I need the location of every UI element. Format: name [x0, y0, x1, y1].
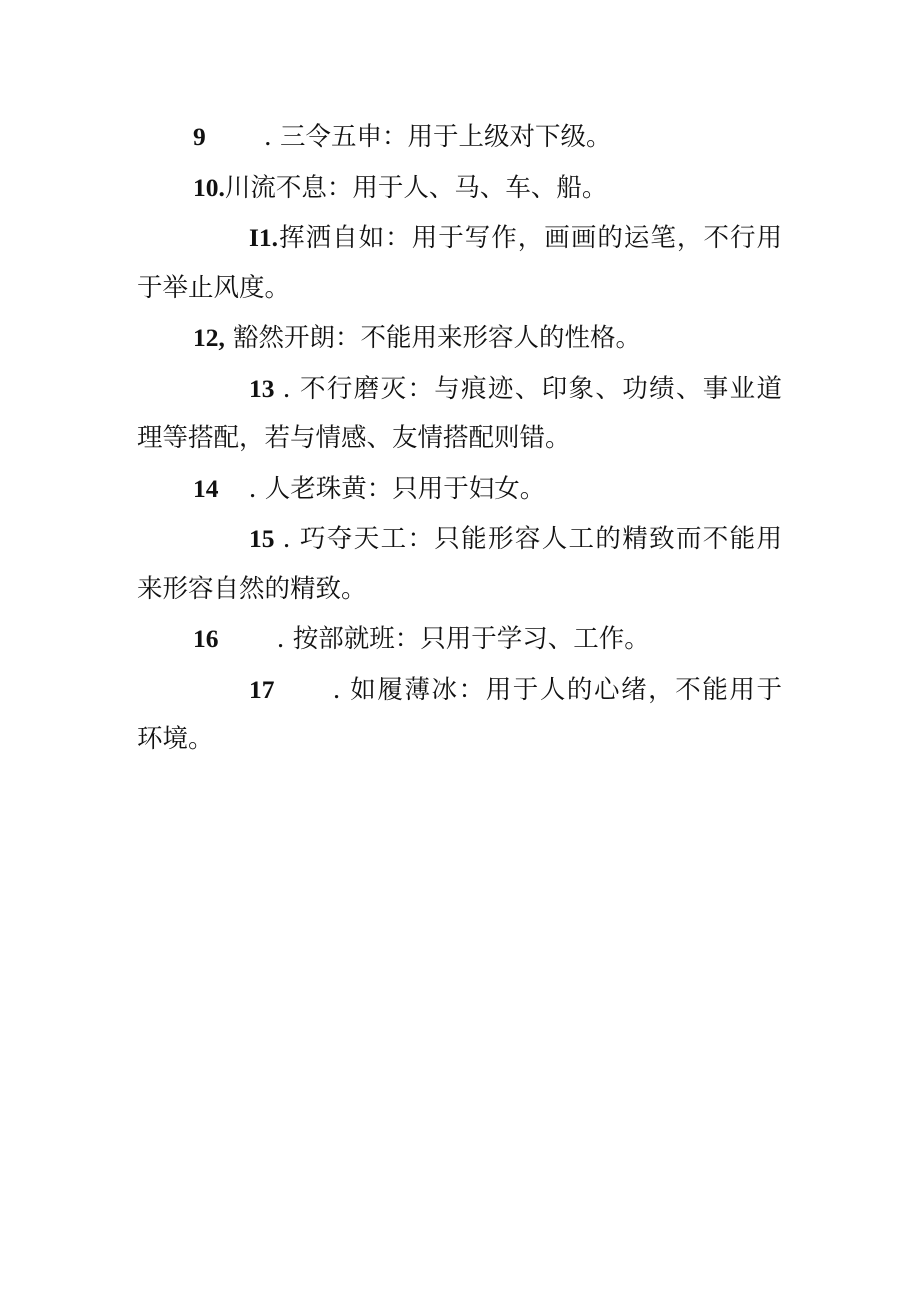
item-number: 16 — [193, 624, 219, 653]
list-item — [137, 112, 782, 163]
item-number: 10. — [193, 172, 225, 202]
item-number: 14 — [193, 473, 219, 503]
list-item — [137, 514, 782, 614]
item-number: 9 — [193, 122, 206, 151]
list-item — [137, 364, 782, 464]
item-number: 17 — [249, 674, 275, 704]
item-number: I1. — [249, 223, 279, 252]
item-text: . 三令五申：用于上级对下级。 — [263, 122, 612, 152]
list-item — [137, 313, 782, 364]
list-item — [137, 163, 782, 214]
list-item — [137, 213, 782, 313]
item-text: . 人老珠黄：只用于妇女。 — [248, 473, 546, 504]
item-text: . 如履薄冰：用于人的心绪，不能用于环境。 — [137, 674, 782, 754]
item-text: 挥洒自如：用于写作，画画的运笔，不行用于举止风度。 — [137, 223, 782, 303]
item-text: 川流不息：用于人、马、车、船。 — [224, 172, 608, 203]
item-text: 豁然开朗：不能用来形容人的性格。 — [224, 323, 641, 353]
list-item — [137, 614, 782, 665]
item-text: . 按部就班：只用于学习、工作。 — [276, 624, 650, 654]
item-text: . 巧夺天工：只能形容人工的精致而不能用来形容自然的精致。 — [137, 524, 782, 604]
item-number: 15 — [249, 524, 275, 553]
item-text: . 不行磨灭：与痕迹、印象、功绩、事业道理等搭配，若与情感、友情搭配则错。 — [137, 373, 782, 453]
list-item — [137, 665, 782, 765]
item-number: 13 — [249, 373, 275, 403]
document-page — [137, 112, 782, 765]
item-number: 12, — [193, 323, 225, 352]
list-item — [137, 464, 782, 515]
